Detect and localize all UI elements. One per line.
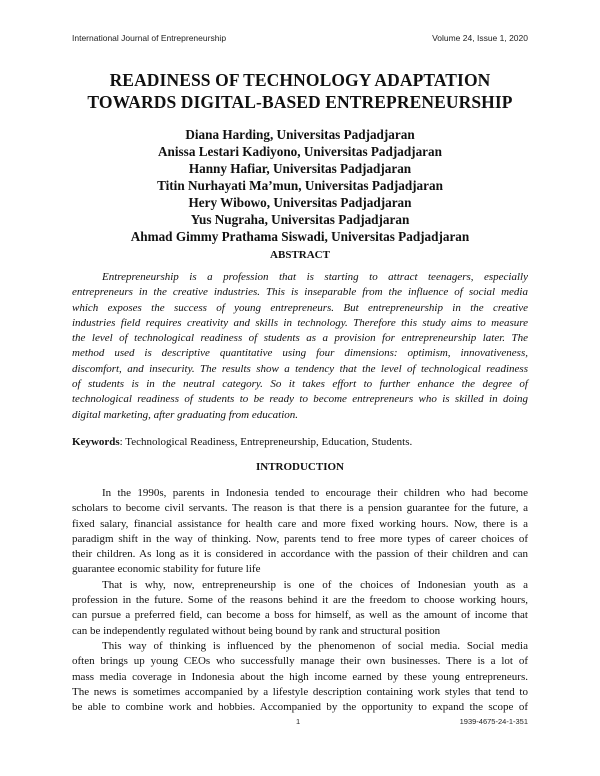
body-line: paradigm shift in the way of thinking. Now, parents tend to free more types of career choices of bbox=[72, 532, 528, 545]
body-line: can pursue a preferred field, can become a boss for himself, as well as the amount of income that bbox=[72, 609, 528, 622]
body-line: can be independently regulated without being bound by rank and structural position bbox=[72, 624, 441, 637]
body-line: scholars to become civil servants. The reason is that there is a pension guarantee for the future, a bbox=[72, 502, 528, 515]
abstract-line: industries field requires creativity and skills in technology. Therefore this study aims to measure bbox=[72, 316, 528, 329]
abstract-line: which exposes the success of young entrepreneurs. But entrepreneurship in the creative bbox=[72, 301, 528, 314]
author-line: Diana Harding, Universitas Padjadjaran bbox=[185, 127, 415, 142]
body-line: profession in the future. Some of the reasons behind it are the freedom to choose working hours, bbox=[72, 594, 528, 607]
article-code: 1939-4675-24-1-351 bbox=[459, 717, 528, 726]
keywords-text: : Technological Readiness, Entrepreneurship, Education, Students. bbox=[119, 436, 413, 448]
abstract-line: of students is in the neutral category. So it takes effort to further enhance the degree of bbox=[72, 378, 528, 391]
title-line: TOWARDS DIGITAL-BASED ENTREPRENEURSHIP bbox=[87, 92, 513, 112]
author-line: Titin Nurhayati Ma’mun, Universitas Padjadjaran bbox=[157, 178, 443, 193]
keywords bbox=[72, 436, 528, 448]
introduction-body bbox=[72, 486, 528, 715]
abstract-heading: ABSTRACT bbox=[270, 249, 330, 261]
body-line: This way of thinking is influenced by the phenomenon of social media. Social media bbox=[102, 639, 528, 652]
abstract-line: Entrepreneurship is a profession that is starting to attract teenagers, especially bbox=[102, 271, 528, 283]
abstract-line: entrepreneurs in the creative industries. This is inseparable from the influence of social media bbox=[72, 286, 528, 299]
author-line: Hanny Hafiar, Universitas Padjadjaran bbox=[188, 161, 412, 176]
body-line: often brings up young CEOs who successfully manage their own businesses. There is a lot of bbox=[72, 655, 528, 668]
abstract-line: method used is descriptive quantitative using four dimensions: optimism, innovativeness, bbox=[72, 347, 528, 360]
abstract-body bbox=[72, 270, 528, 423]
introduction-heading: INTRODUCTION bbox=[255, 461, 344, 473]
page-number: 1 bbox=[296, 717, 301, 726]
body-line: In the 1990s, parents in Indonesia tended to encourage their children who had become bbox=[102, 487, 528, 499]
body-line: be able to combine work and hobbies. Accompanied by the opportunity to expand the scope of bbox=[72, 701, 528, 714]
body-line: The news is sometimes accompanied by a lifestyle description containing work styles that tend to bbox=[72, 685, 528, 698]
volume-issue: Volume 24, Issue 1, 2020 bbox=[432, 33, 528, 43]
body-line: mass media coverage in Indonesia about the high income earned by these young entrepreneurs. bbox=[72, 670, 528, 683]
author-line: Ahmad Gimmy Prathama Siswadi, Universitas Padjadjaran bbox=[130, 229, 470, 244]
author-line: Hery Wibowo, Universitas Padjadjaran bbox=[188, 195, 412, 210]
body-line: their children. As long as it is considered in accordance with the passion of their children and can bbox=[72, 548, 528, 561]
abstract-line: digital marketing, after graduating from education. bbox=[72, 408, 298, 421]
abstract-line: technological readiness of students to be ready to become entrepreneurs who is skilled in doing bbox=[72, 393, 528, 406]
paper-title bbox=[60, 69, 540, 113]
body-line: guarantee economic stability for future life bbox=[72, 563, 261, 576]
title-line: READINESS OF TECHNOLOGY ADAPTATION bbox=[109, 70, 491, 90]
author-line: Yus Nugraha, Universitas Padjadjaran bbox=[190, 212, 410, 227]
abstract-line: discomfort, and insecurity. The results show a tendency that the level of technological readiness bbox=[72, 362, 528, 375]
abstract-line: the level of technological readiness of students as a provision for entrepreneurship later. The bbox=[72, 332, 528, 345]
body-line: fixed salary, financial assistance for health care and more fixed working hours. Now, there is a bbox=[72, 517, 528, 530]
author-list bbox=[60, 126, 540, 245]
body-line: That is why, now, entrepreneurship is one of the choices of Indonesian youth as a bbox=[102, 578, 528, 591]
author-line: Anissa Lestari Kadiyono, Universitas Padjadjaran bbox=[158, 144, 442, 159]
journal-name: International Journal of Entrepreneurship bbox=[72, 33, 227, 43]
keywords-label: Keywords bbox=[72, 436, 120, 448]
